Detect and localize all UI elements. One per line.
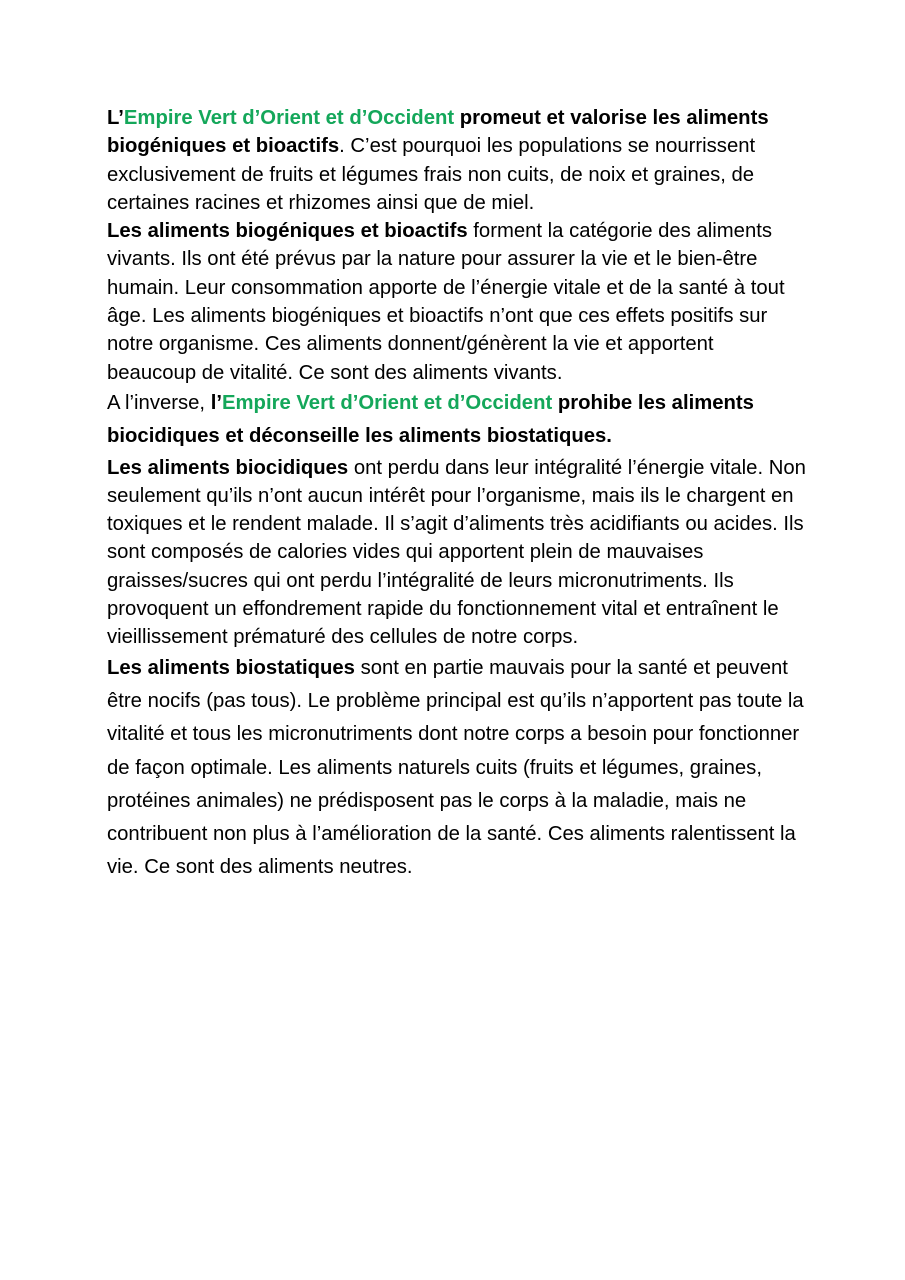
- text-run: vivants. Ils ont été prévus par la nature pour assurer la vie et le bien-être: [107, 248, 758, 271]
- text-run: beaucoup de vitalité. Ce sont des aliments vivants.: [107, 361, 563, 384]
- text-run: graisses/sucres qui ont perdu l’intégralité de leurs micronutriments. Ils: [107, 569, 734, 592]
- text-run: Les aliments biocidiques: [107, 456, 349, 479]
- text-run: L’: [107, 107, 124, 129]
- text-run: sont composés de calories vides qui apportent plein de mauvaises: [107, 541, 704, 564]
- text-run: de façon optimale. Les aliments naturels cuits (fruits et légumes, graines,: [107, 756, 762, 779]
- text-run: A l’inverse,: [107, 391, 211, 414]
- text-run: vie. Ce sont des aliments neutres.: [107, 856, 413, 879]
- text-run: certaines racines et rhizomes ainsi que de miel.: [107, 191, 535, 214]
- empire-name-highlight: Empire Vert d’Orient et d’Occident: [123, 107, 455, 129]
- text-run: vieillissement prématuré des cellules de notre corps.: [107, 626, 579, 649]
- paragraph-biocidic-foods: [107, 454, 805, 652]
- text-run: Les aliments biostatiques: [107, 656, 355, 679]
- paragraph-biogenic-foods: [107, 217, 805, 387]
- text-run: promeut et valorise les aliments: [454, 107, 769, 129]
- text-run: humain. Leur consommation apporte de l’énergie vitale et de la santé à tout: [107, 276, 785, 299]
- paragraph-empire-prohibits: [107, 387, 805, 454]
- text-run: toxiques et le rendent malade. Il s’agit d’aliments très acidifiants ou acides. Ils: [107, 513, 804, 536]
- text-run: contribuent non plus à l’amélioration de la santé. Ces aliments ralentissent la: [107, 823, 796, 846]
- text-run: protéines animales) ne prédisposent pas le corps à la maladie, mais ne: [107, 789, 747, 812]
- text-run: biocidiques et déconseille les aliments biostatiques.: [107, 425, 612, 448]
- text-run: . C’est pourquoi les populations se nourrissent: [339, 135, 756, 158]
- text-run: sont en partie mauvais pour la santé et peuvent: [354, 656, 788, 679]
- text-run: exclusivement de fruits et légumes frais non cuits, de noix et graines, de: [107, 163, 755, 186]
- text-run: prohibe les aliments: [552, 391, 754, 414]
- text-run: l’: [210, 391, 222, 414]
- text-run: ont perdu dans leur intégralité l’énergie vitale. Non: [348, 456, 806, 479]
- text-run: provoquent un effondrement rapide du fonctionnement vital et entraînent le: [107, 598, 779, 621]
- empire-name-highlight: Empire Vert d’Orient et d’Occident: [222, 391, 553, 414]
- paragraph-empire-promotes: [107, 104, 805, 217]
- text-run: âge. Les aliments biogéniques et bioactifs n’ont que ces effets positifs sur: [107, 305, 768, 328]
- text-run: Les aliments biogéniques et bioactifs: [107, 220, 468, 243]
- text-run: notre organisme. Ces aliments donnent/génèrent la vie et apportent: [107, 333, 714, 356]
- text-run: forment la catégorie des aliments: [467, 220, 773, 243]
- paragraph-biostatic-foods: [107, 652, 805, 885]
- text-run: biogéniques et bioactifs: [107, 135, 340, 158]
- text-run: vitalité et tous les micronutriments dont notre corps a besoin pour fonctionner: [107, 723, 800, 746]
- text-run: seulement qu’ils n’ont aucun intérêt pour l’organisme, mais ils le chargent en: [107, 484, 794, 507]
- text-run: être nocifs (pas tous). Le problème principal est qu’ils n’apportent pas toute la: [107, 689, 804, 712]
